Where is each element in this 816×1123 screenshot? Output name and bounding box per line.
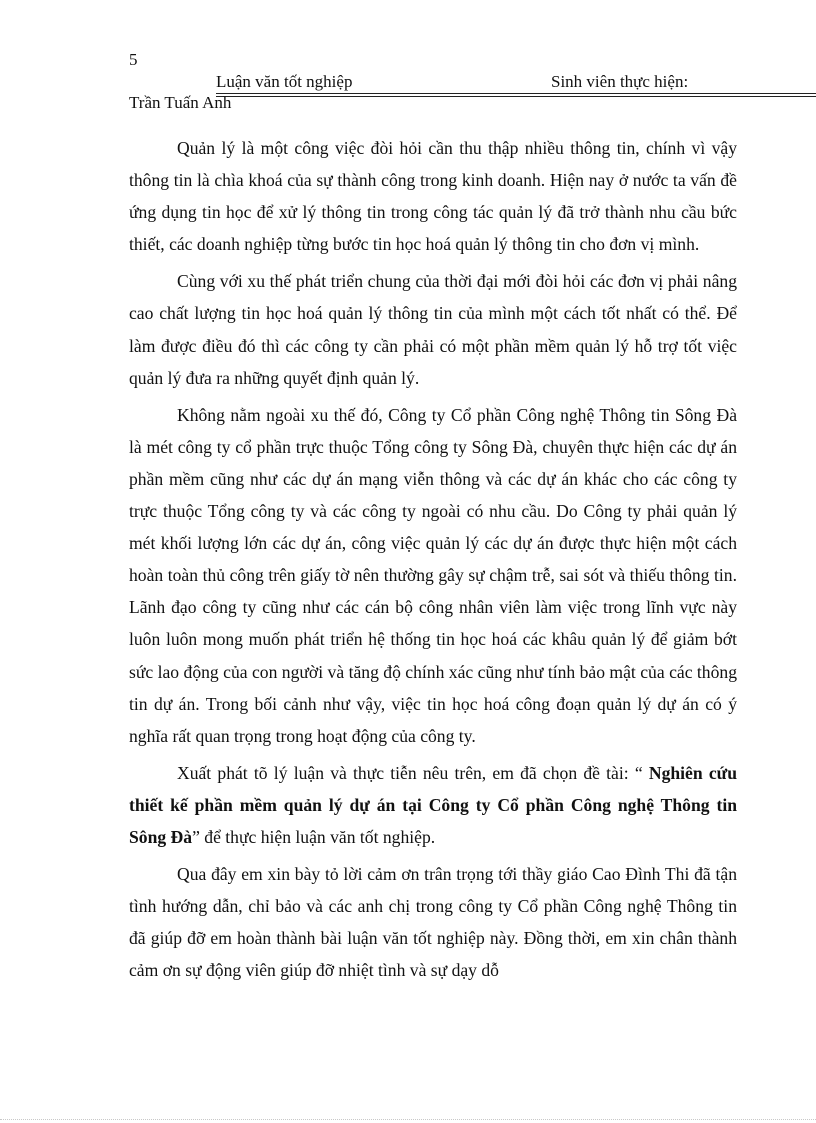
header-author-name: Trần Tuấn Anh (129, 93, 232, 112)
header-thesis-label: Luận văn tốt nghiệp (216, 72, 353, 91)
topic-lead-text: Xuất phát tõ lý luận và thực tiễn nêu trên, em đã chọn đề tài: “ (177, 762, 649, 783)
footer-dotted-line (0, 1119, 816, 1120)
header-double-rule (216, 93, 816, 97)
header-student-label: Sinh viên thực hiện: (551, 72, 689, 91)
page-number: 5 (129, 50, 138, 69)
paragraph-trend: Cùng với xu thế phát triển chung của thời đại mới đòi hỏi các đơn vị phải nâng cao chất lượng tin học hoá quản lý thông tin của mình một cách tốt nhất có thể. Để làm được điều đó thì các công ty cần phải có một phần mềm quản lý hỗ trợ tốt việc quản lý đưa ra những quyết định quản lý. (129, 271, 737, 388)
document-body (129, 132, 737, 991)
topic-trailing-text: ” để thực hiện luận văn tốt nghiệp. (192, 826, 436, 847)
paragraph-introduction: Quản lý là một công việc đòi hỏi cần thu thập nhiều thông tin, chính vì vậy thông tin là chìa khoá của sự thành công trong kinh doanh. Hiện nay ở nước ta vấn đề ứng dụng tin học để xử lý thông tin trong công tác quản lý đã trở thành nhu cầu bức thiết, các doanh nghiệp từng bước tin học hoá quản lý thông tin cho đơn vị mình. (129, 138, 737, 255)
topic-title: Nghiên cứu thiết kế phần mềm quản lý dự án tại Công ty Cổ phần Công nghệ Thông tin Sông Đà (129, 762, 737, 847)
paragraph-thesis-topic (129, 757, 737, 853)
paragraph-company-context: Không nằm ngoài xu thế đó, Công ty Cổ phần Công nghệ Thông tin Sông Đà là mét công ty cổ phần trực thuộc Tổng công ty Sông Đà, chuyên thực hiện các dự án phần mềm cũng như các dự án mạng viễn thông và các dự án khác cho các công ty trực thuộc Tổng công ty và các công ty ngoài có nhu cầu. Do Công ty phải quản lý mét khối lượng lớn các dự án, công việc quản lý các dự án được thực hiện một cách hoàn toàn thủ công trên giấy tờ nên thường gây sự chậm trễ, sai sót và thiếu thông tin. Lãnh đạo công ty cũng như các cán bộ công nhân viên làm việc trong lĩnh vực này luôn luôn mong muốn phát triển hệ thống tin học hoá các khâu quản lý để giảm bớt sức lao động của con người và tăng độ chính xác cũng như tính bảo mật của các thông tin dự án. Trong bối cảnh như vậy, việc tin học hoá công đoạn quản lý dự án có ý nghĩa rất quan trọng trong hoạt động của công ty. (129, 404, 737, 746)
paragraph-acknowledgements: Qua đây em xin bày tỏ lời cảm ơn trân trọng tới thầy giáo Cao Đình Thi đã tận tình hướng dẫn, chỉ bảo và các anh chị trong công ty Cổ phần Công nghệ Thông tin đã giúp đỡ em hoàn thành bài luận văn tốt nghiệp này. Đồng thời, em xin chân thành cảm ơn sự động viên giúp đỡ nhiệt tình và sự dạy dỗ (129, 864, 737, 981)
